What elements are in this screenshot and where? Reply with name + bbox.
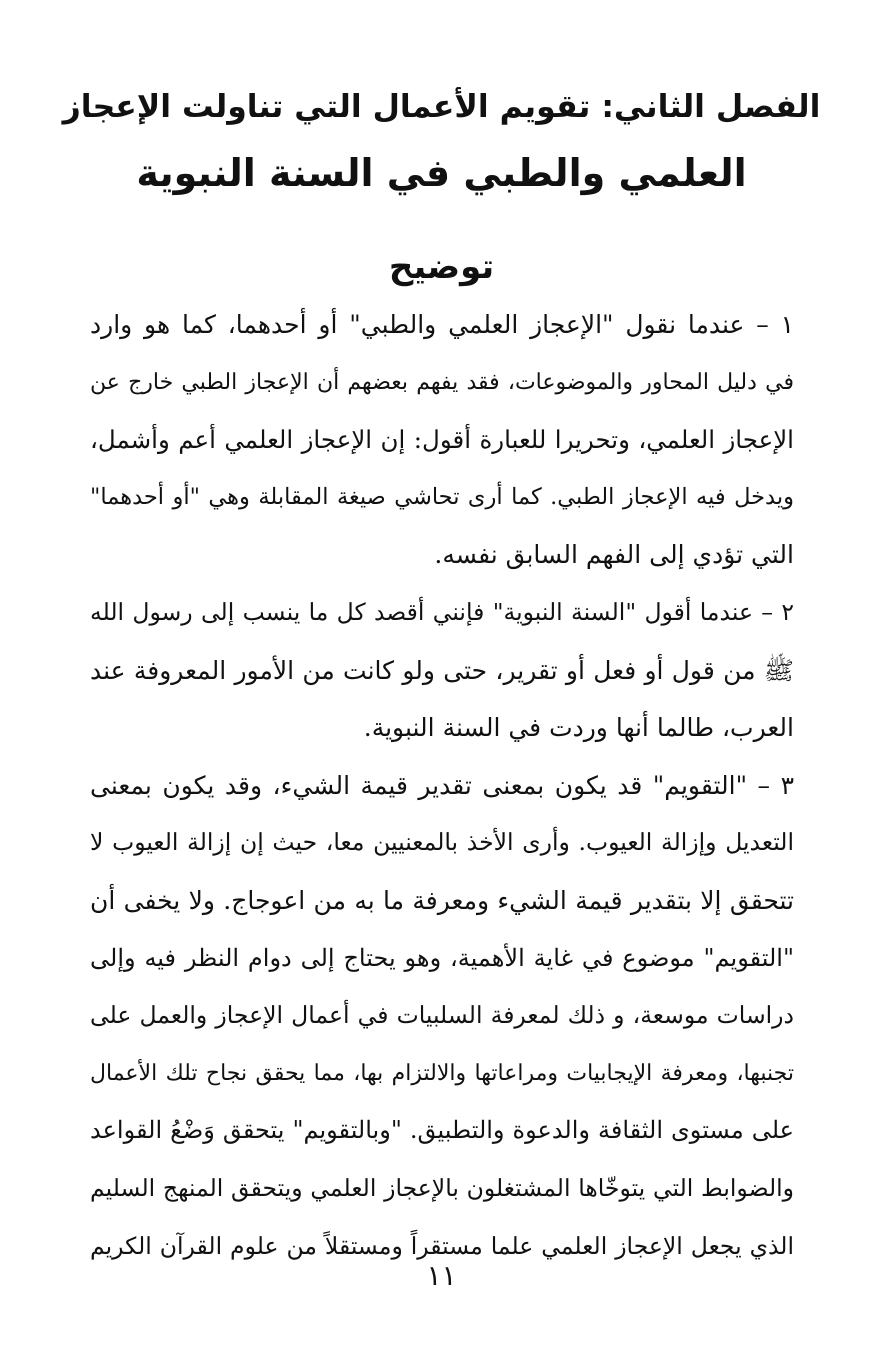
chapter-title-line: الفصل الثاني: تقويم الأعمال التي تناولت الإعجاز [62, 89, 821, 125]
text-line: تتحقق إلا بتقدير قيمة الشيء ومعرفة ما به من اعوجاج. ولا يخفى أن [90, 885, 794, 915]
text-line: الذي يجعل الإعجاز العلمي علما مستقراً ومستقلاً من علوم القرآن الكريم [90, 1231, 794, 1260]
text-line: ٣ – "التقويم" قد يكون بمعنى تقدير قيمة الشيء، وقد يكون بمعنى [90, 770, 794, 800]
text-line: الإعجاز العلمي، وتحريرا للعبارة أقول: إن الإعجاز العلمي أعم وأشمل، [90, 425, 794, 455]
text-line: ويدخل فيه الإعجاز الطبي. كما أرى تحاشي صيغة المقابلة وهي "أو أحدهما" [90, 483, 794, 510]
chapter-title-line: العلمي والطبي في السنة النبوية [136, 151, 747, 195]
text-line: "التقويم" موضوع في غاية الأهمية، وهو يحتاج إلى دوام النظر فيه وإلى [90, 943, 794, 972]
text-line: ١ – عندما نقول "الإعجاز العلمي والطبي" أو أحدهما، كما هو وارد [90, 310, 794, 339]
text-line: التي تؤدي إلى الفهم السابق نفسه. [434, 540, 794, 570]
text-line: على مستوى الثقافة والدعوة والتطبيق. "وبالتقويم" يتحقق وَضْعُ القواعد [90, 1116, 794, 1145]
text-line: ٢ – عندما أقول "السنة النبوية" فإنني أقصد كل ما ينسب إلى رسول الله [90, 597, 794, 626]
text-line: العرب، طالما أنها وردت في السنة النبوية. [363, 713, 794, 743]
page-number: ١١ [426, 1259, 457, 1292]
paragraph-3 [90, 757, 794, 1275]
text-line: والضوابط التي يتوخّاها المشتغلون بالإعجاز العلمي ويتحقق المنهج السليم [90, 1173, 794, 1202]
chapter-title [60, 74, 823, 206]
text-line: تجنبها، ومعرفة الإيجابيات ومراعاتها والالتزام بها، مما يحقق نجاح تلك الأعمال [90, 1060, 794, 1086]
text-line: في دليل المحاور والموضوعات، فقد يفهم بعضهم أن الإعجاز الطبي خارج عن [90, 369, 794, 395]
text-line: التعديل وإزالة العيوب. وأرى الأخذ بالمعنيين معا، حيث إن إزالة العيوب لا [90, 828, 794, 857]
text-line: ﷺ من قول أو فعل أو تقرير، حتى ولو كانت من الأمور المعروفة عند [90, 655, 794, 685]
text-line: دراسات موسعة، و ذلك لمعرفة السلبيات في أعمال الإعجاز والعمل على [90, 1001, 794, 1030]
body-text [90, 296, 794, 1275]
section-heading: توضيح [388, 247, 495, 287]
paragraph-1 [90, 296, 794, 584]
paragraph-2 [90, 584, 794, 757]
